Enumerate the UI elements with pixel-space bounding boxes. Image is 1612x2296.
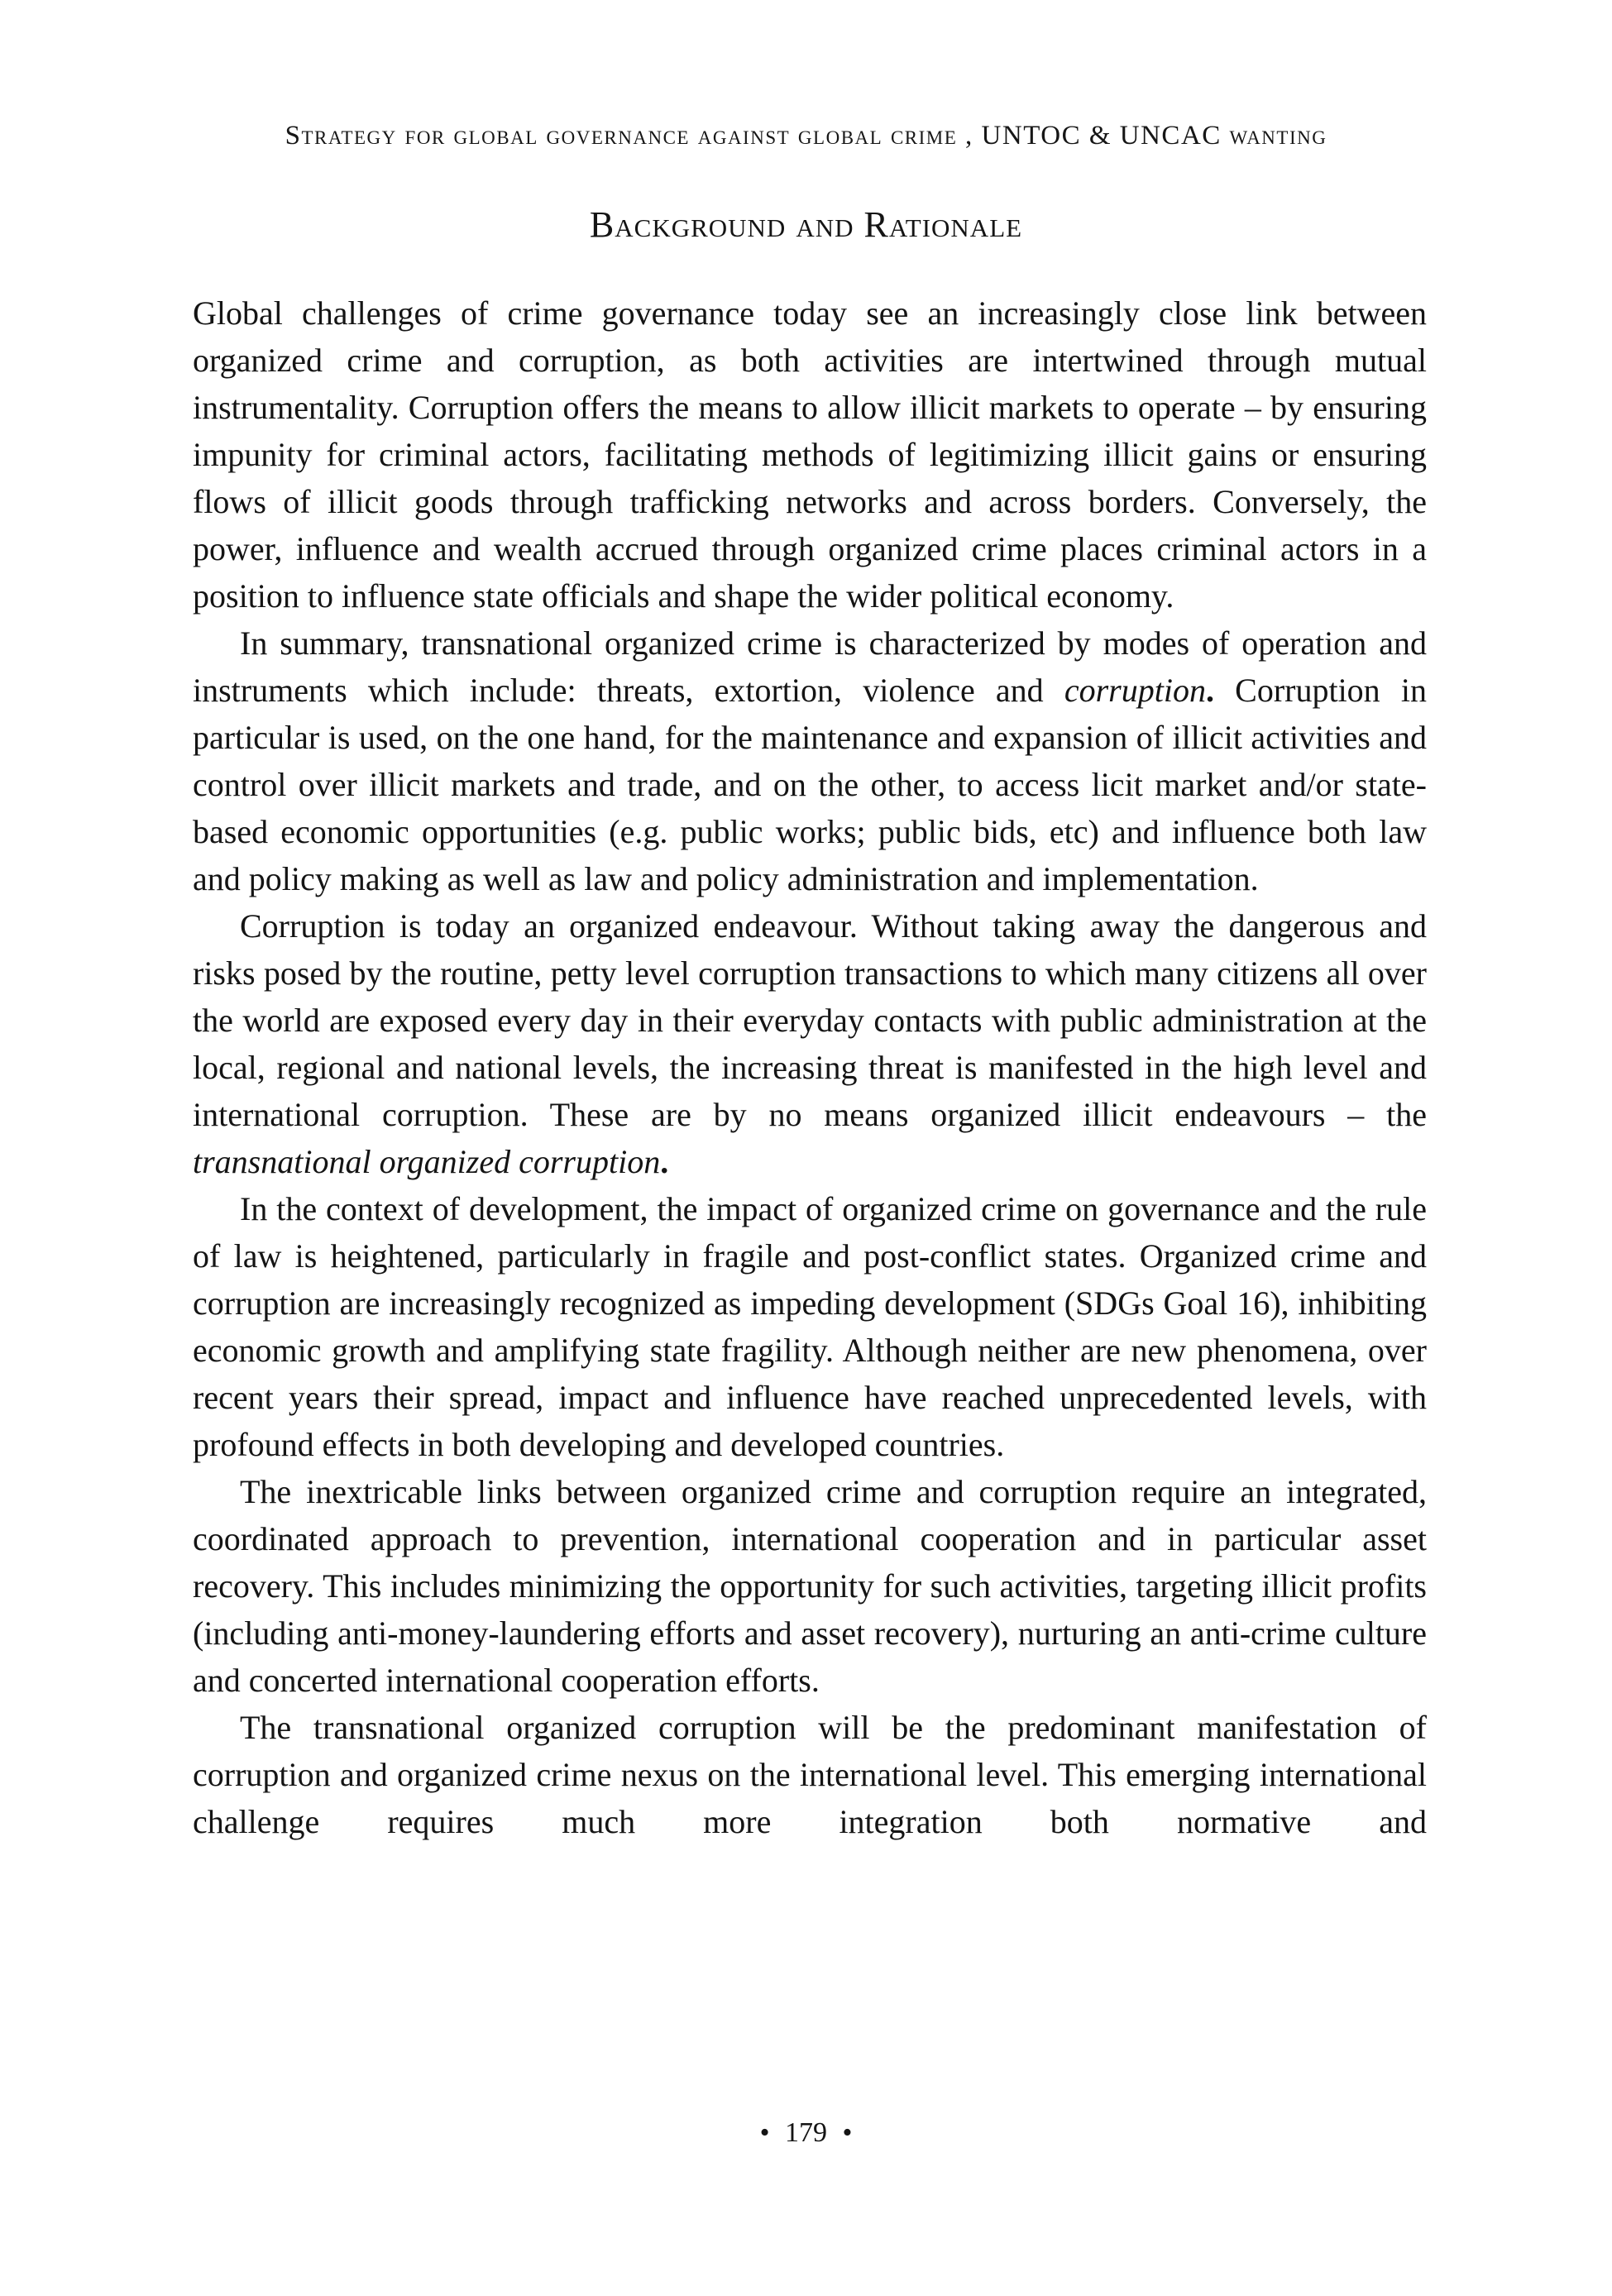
paragraph (193, 1704, 1427, 1845)
text-run: In the context of development, the impact of organized crime on governance and the rule of law is heightened, particularly in fragile and post-conflict states. Organized crime and corruption are increasingly recognized as impeding development (SDGs Goal 16), inhibiting economic growth and amplifying state fragility. Although neither are new phenomena, over recent years their spread, impact and influence have reached unprecedented levels, with profound effects in both developing and developed countries. (193, 1190, 1427, 1463)
text-run: In summary, transnational organized crime is characterized by modes of operation and instruments which include: threats, extortion, violence and (193, 624, 1427, 709)
text-run: Corruption is today an organized endeavour. Without taking away the dangerous and risks posed by the routine, petty level corruption transactions to which many citizens all over the world are exposed every day in their everyday contacts with public administration at the local, regional and national levels, the increasing threat is manifested in the high level and international corruption. These are by no means organized illicit endeavours – the (193, 907, 1427, 1133)
text-run: Global challenges of crime governance today see an increasingly close link between organized crime and corruption, as both activities are intertwined through mutual instrumentality. Corruption offers the means to allow illicit markets to operate – by ensuring impunity for criminal actors, facilitating methods of legitimizing illicit gains or ensuring flows of illicit goods through trafficking networks and across borders. Conversely, the power, influence and wealth accrued through organized crime places criminal actors in a position to influence state officials and shape the wider political economy. (193, 294, 1427, 615)
text-run: . (660, 1143, 669, 1180)
text-run: . (1205, 672, 1214, 709)
emphasized-text: corruption (1064, 672, 1206, 709)
section-title: Background and Rationale (589, 204, 1023, 245)
paragraph (193, 289, 1427, 619)
paragraph (193, 1468, 1427, 1704)
emphasized-text: transnational organized corruption (193, 1143, 661, 1180)
body-text (193, 289, 1427, 1845)
text-run: The inextricable links between organized crime and corruption require an integrated, coordinated approach to prevention, international cooperation and in particular asset recovery. This includes minimizing the opportunity for such activities, targeting illicit profits (including anti-money-laundering efforts and asset recovery), nurturing an anti-crime culture and concerted international cooperation efforts. (193, 1473, 1427, 1699)
paragraph (193, 1185, 1427, 1468)
text-run: The transnational organized corruption will be the predominant manifestation of corruption and organized crime nexus on the international level. This emerging international challenge requires much more integration both normative and (193, 1709, 1427, 1840)
paragraph (193, 619, 1427, 902)
running-header: Strategy for global governance against global crime , UNTOC & UNCAC wanting (285, 121, 1327, 151)
text-run: Corruption in particular is used, on the one hand, for the maintenance and expansion of illicit activities and control over illicit markets and trade, and on the other, to access licit market and/or state-based economic opportunities (e.g. public works; public bids, etc) and influence both law and policy making as well as law and policy administration and implementation. (193, 672, 1427, 897)
paragraph (193, 902, 1427, 1185)
page-number: • 179 • (759, 2117, 853, 2148)
